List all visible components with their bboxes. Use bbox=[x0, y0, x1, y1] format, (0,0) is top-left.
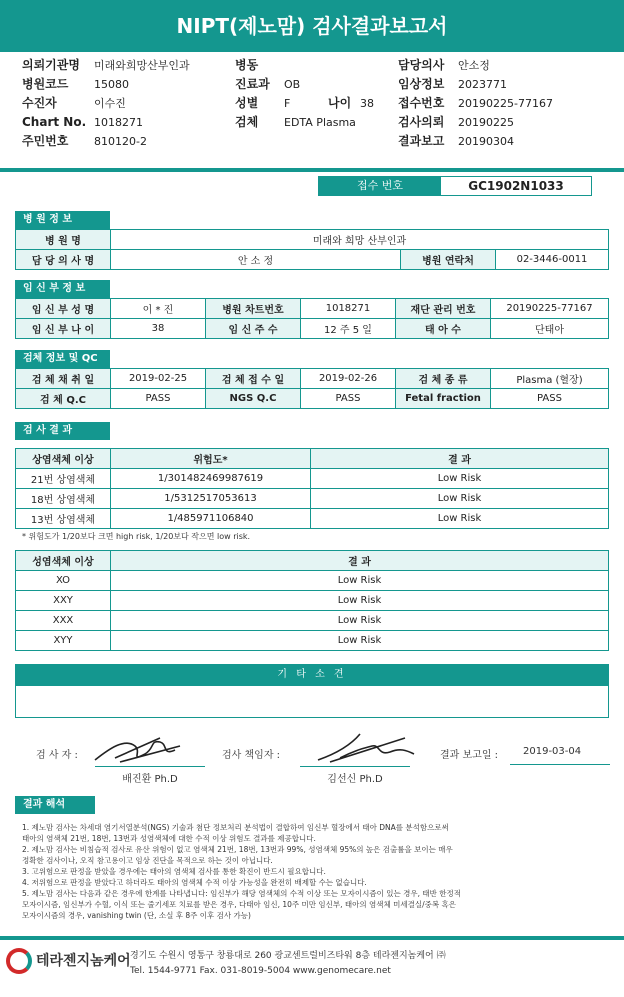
ff-value: PASS bbox=[491, 389, 609, 409]
header-info-row bbox=[22, 132, 622, 151]
sex-chrom-name: XYY bbox=[16, 631, 111, 651]
list-item: 5. 제노맘 검사는 다음과 같은 경우에 한계를 나타냅니다: 임신부가 해당 염색체의 수적 이상 또는 모자이시즘이 있는 경우, 태반 한정적 bbox=[22, 889, 461, 898]
sex-header-result: 결 과 bbox=[111, 551, 609, 571]
list-item: 정확한 검사이나, 오직 참고용이고 임상 진단을 목적으로 하는 것이 아닙니다. bbox=[22, 856, 273, 865]
results-header-result: 결 과 bbox=[311, 449, 609, 469]
table-row bbox=[16, 571, 609, 591]
header-info-row bbox=[22, 56, 622, 75]
receipt-label: 접수 번호 bbox=[319, 177, 441, 195]
risk-note: * 위험도가 1/20보다 크면 high risk, 1/20보다 작으면 low risk. bbox=[22, 532, 251, 541]
mgmt-label: 재단 관리 번호 bbox=[396, 299, 491, 319]
mgmt-value: 20190225-77167 bbox=[491, 299, 609, 319]
footer-divider bbox=[0, 936, 624, 940]
risk-value: 1/485971106840 bbox=[111, 509, 311, 529]
header-field-value: 810120-2 bbox=[94, 135, 147, 148]
doctor-label: 담 당 의 사 명 bbox=[16, 250, 111, 270]
header-info-row bbox=[22, 75, 622, 94]
header-info-row bbox=[22, 113, 622, 132]
company-logo-text: 테라젠지놈케어 bbox=[36, 953, 131, 969]
chrom-name: 13번 상염색체 bbox=[16, 509, 111, 529]
header-field-value: 20190225-77167 bbox=[458, 97, 553, 110]
hospital-name: 미래와 희망 산부인과 bbox=[111, 230, 609, 250]
table-row bbox=[16, 631, 609, 651]
header-field-label: 병원코드 bbox=[22, 77, 69, 91]
header-field-value: 안소정 bbox=[458, 59, 490, 72]
table-row bbox=[16, 509, 609, 529]
hospital-name-label: 병 원 명 bbox=[16, 230, 111, 250]
qc-value: PASS bbox=[111, 389, 206, 409]
sex-chrom-results-table bbox=[15, 550, 609, 651]
weeks-value: 12 주 5 일 bbox=[301, 319, 396, 339]
chrom-name: 21번 상염색체 bbox=[16, 469, 111, 489]
results-section-tag: 검 사 결 과 bbox=[15, 422, 110, 440]
hospital-section-tag: 병 원 정 보 bbox=[15, 211, 110, 229]
patient-table bbox=[15, 298, 609, 339]
header-field-label: 담당의사 bbox=[398, 58, 445, 72]
table-row bbox=[16, 591, 609, 611]
contact-label: 병원 연락처 bbox=[401, 250, 496, 270]
qc-label: 검 체 Q.C bbox=[16, 389, 111, 409]
results-header-chrom: 상염색체 이상 bbox=[16, 449, 111, 469]
sex-chrom-name: XXY bbox=[16, 591, 111, 611]
list-item: 1. 제노맘 검사는 차세대 염기서열분석(NGS) 기술과 첨단 정보처리 분석법이 결합하여 임신부 혈장에서 태아 DNA를 분석함으로써 bbox=[22, 823, 449, 832]
header-info bbox=[22, 56, 622, 151]
sex-chrom-name: XO bbox=[16, 571, 111, 591]
collect-label: 검 체 채 취 일 bbox=[16, 369, 111, 389]
header-divider bbox=[0, 168, 624, 172]
list-item: 모자이시즘, 임신부가 수혈, 이식 또는 줄기세포 치료를 받은 경우, 다태아 임신, 10주 미만 임신부, 태아의 염색체 미세결실/중복 혹은 bbox=[22, 900, 457, 909]
sex-header-chrom: 성염색체 이상 bbox=[16, 551, 111, 571]
risk-value: 1/301482469987619 bbox=[111, 469, 311, 489]
specimen-section-tag: 검체 정보 및 QC bbox=[15, 350, 110, 368]
type-value: Plasma (혈장) bbox=[491, 369, 609, 389]
header-field-label: Chart No. bbox=[22, 115, 87, 129]
header-field-value: F bbox=[284, 97, 291, 110]
header-field-label: 결과보고 bbox=[398, 134, 445, 148]
sex-result-value: Low Risk bbox=[111, 631, 609, 651]
risk-value: 1/5312517053613 bbox=[111, 489, 311, 509]
interpretation-section-tag: 결과 해석 bbox=[15, 796, 95, 814]
chrom-name: 18번 상염색체 bbox=[16, 489, 111, 509]
manager-name: 김선신 Ph.D bbox=[300, 766, 410, 785]
result-value: Low Risk bbox=[311, 509, 609, 529]
header-field-value: OB bbox=[284, 78, 301, 91]
age-value: 38 bbox=[111, 319, 206, 339]
type-label: 검 체 종 류 bbox=[396, 369, 491, 389]
header-field-label: 검사의뢰 bbox=[398, 115, 445, 129]
header-field-value: 미래와희망산부인과 bbox=[94, 59, 190, 72]
fetus-value: 단태아 bbox=[491, 319, 609, 339]
header-field-value: EDTA Plasma bbox=[284, 116, 356, 129]
ngs-label: NGS Q.C bbox=[206, 389, 301, 409]
tester-signature bbox=[90, 728, 190, 768]
list-item: 4. 저위험으로 판정을 받았다고 하더라도 태아의 염색체 수적 이상 가능성을 완전히 배제할 수는 없습니다. bbox=[22, 878, 367, 887]
patient-name-label: 임 신 부 성 명 bbox=[16, 299, 111, 319]
receive-value: 2019-02-26 bbox=[301, 369, 396, 389]
results-header-risk: 위험도* bbox=[111, 449, 311, 469]
header-field-label: 진료과 bbox=[235, 77, 270, 91]
header-field-label: 접수번호 bbox=[398, 96, 445, 110]
receive-label: 검 체 접 수 일 bbox=[206, 369, 301, 389]
ngs-value: PASS bbox=[301, 389, 396, 409]
result-value: Low Risk bbox=[311, 489, 609, 509]
header-field-value: 38 bbox=[360, 97, 374, 110]
patient-name: 이 * 진 bbox=[111, 299, 206, 319]
header-field-label: 병동 bbox=[235, 58, 259, 72]
other-findings-box bbox=[15, 686, 609, 718]
header-field-value: 이수진 bbox=[94, 97, 126, 110]
interpretation-list bbox=[22, 822, 612, 921]
patient-section-tag: 임 신 부 정 보 bbox=[15, 280, 110, 298]
header-info-row bbox=[22, 94, 622, 113]
tester-name: 배진환 Ph.D bbox=[95, 766, 205, 785]
other-findings-header: 기 타 소 견 bbox=[15, 664, 609, 686]
header-field-label: 의뢰기관명 bbox=[22, 58, 80, 72]
header-field-label: 임상정보 bbox=[398, 77, 445, 91]
list-item: 3. 고위험으로 판정을 받았을 경우에는 태아의 염색체 검사를 통한 확진이 반드시 필요합니다. bbox=[22, 867, 326, 876]
header-field-label: 검체 bbox=[235, 115, 259, 129]
chart-value: 1018271 bbox=[301, 299, 396, 319]
autosome-results-table bbox=[15, 448, 609, 529]
result-value: Low Risk bbox=[311, 469, 609, 489]
sex-result-value: Low Risk bbox=[111, 591, 609, 611]
report-date: 2019-03-04 bbox=[523, 746, 582, 757]
fetus-label: 태 아 수 bbox=[396, 319, 491, 339]
header-field-value: 15080 bbox=[94, 78, 129, 91]
manager-signature bbox=[310, 724, 420, 768]
header-field-value: 20190304 bbox=[458, 135, 514, 148]
contact-value: 02-3446-0011 bbox=[496, 250, 609, 270]
hospital-table bbox=[15, 229, 609, 270]
list-item: 모자이시즘의 경우, vanishing twin (단, 소실 후 8주 이후 검사 가능) bbox=[22, 911, 251, 920]
header-field-value: 1018271 bbox=[94, 116, 143, 129]
list-item: 2. 제노맘 검사는 비침습적 검사로 유산 위험이 없고 염색체 21번, 18번, 13번과 99%, 성염색체 95%의 높은 검출률을 보이는 매우 bbox=[22, 845, 453, 854]
tester-label: 검 사 자 : bbox=[36, 750, 78, 761]
receipt-value: GC1902N1033 bbox=[468, 179, 564, 193]
receipt-number-box bbox=[318, 176, 592, 196]
sex-result-value: Low Risk bbox=[111, 611, 609, 631]
specimen-table bbox=[15, 368, 609, 409]
header-field-label: 성별 bbox=[235, 96, 259, 110]
report-date-label: 결과 보고일 : bbox=[440, 750, 499, 761]
table-row bbox=[16, 611, 609, 631]
sex-result-value: Low Risk bbox=[111, 571, 609, 591]
header-field-label: 주민번호 bbox=[22, 134, 69, 148]
header-field-label: 나이 bbox=[328, 96, 352, 110]
table-row bbox=[16, 469, 609, 489]
table-row bbox=[16, 489, 609, 509]
header-field-value: 2023771 bbox=[458, 78, 507, 91]
ff-label: Fetal fraction bbox=[396, 389, 491, 409]
age-label: 임 신 부 나 이 bbox=[16, 319, 111, 339]
list-item: 태아의 염색체 21번, 18번, 13번과 성염색체에 대한 수적 이상 위험도 결과를 제공합니다. bbox=[22, 834, 316, 843]
chart-label: 병원 차트번호 bbox=[206, 299, 301, 319]
company-address: 경기도 수원시 영통구 창룡대로 260 광교센트럴비즈타워 8층 테라젠지놈케어 ㈜ bbox=[130, 951, 446, 961]
company-logo-icon bbox=[6, 948, 32, 974]
header-field-value: 20190225 bbox=[458, 116, 514, 129]
weeks-label: 임 신 주 수 bbox=[206, 319, 301, 339]
doctor-name: 안 소 정 bbox=[111, 250, 401, 270]
report-title: NIPT(제노맘) 검사결과보고서 bbox=[0, 0, 624, 52]
sex-chrom-name: XXX bbox=[16, 611, 111, 631]
company-contact: Tel. 1544-9771 Fax. 031-8019-5004 www.genomecare.net bbox=[130, 966, 391, 976]
header-field-label: 수진자 bbox=[22, 96, 57, 110]
manager-label: 검사 책임자 : bbox=[222, 750, 281, 761]
report-date-underline bbox=[510, 764, 610, 765]
collect-value: 2019-02-25 bbox=[111, 369, 206, 389]
